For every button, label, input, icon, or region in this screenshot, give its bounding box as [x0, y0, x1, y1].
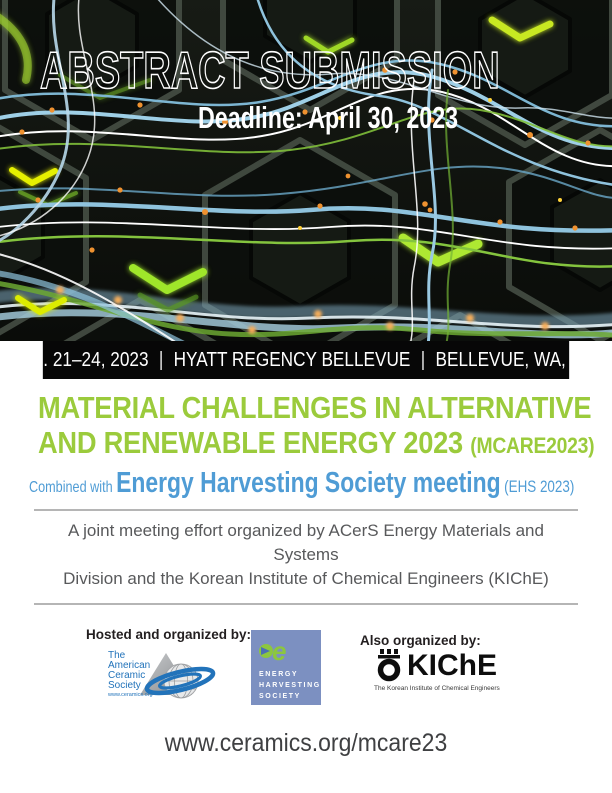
conference-acronym: (MCARE2023)	[470, 433, 595, 458]
event-date: AUG. 21–24, 2023	[6, 348, 149, 371]
ehs-text-line1: ENERGY	[259, 671, 299, 678]
hero-deadline: Deadline: April 30, 2023	[198, 99, 459, 135]
acers-logo	[106, 645, 228, 703]
combined-prefix: Combined with	[29, 479, 113, 496]
ehs-text-line3: SOCIETY	[259, 693, 301, 700]
acers-url: www.ceramics.org	[108, 692, 153, 698]
combined-meeting-line	[29, 466, 574, 505]
acers-name-line4: Society	[108, 680, 141, 691]
acers-name-line1: The	[108, 650, 126, 661]
also-organized-label: Also organized by:	[360, 633, 481, 648]
hero-banner	[0, 0, 612, 341]
combined-acronym: (EHS 2023)	[504, 477, 575, 496]
organizers-note-line2: Division and the Korean Institute of Chemical Engineers (KIChE)	[63, 569, 549, 588]
ehs-logo	[251, 630, 321, 705]
conference-title-line2	[38, 427, 594, 461]
organizers-note-line1: A joint meeting effort organized by ACerS Energy Materials and Systems	[68, 521, 544, 564]
kiche-logo	[374, 649, 499, 692]
hero-deadline-group	[198, 100, 458, 135]
acers-logo-graphic	[106, 645, 228, 703]
hero-background-graphic	[0, 0, 612, 341]
separator: |	[420, 348, 426, 371]
footer-url[interactable]: www.ceramics.org/mcare23	[164, 729, 448, 757]
event-info-bar	[6, 341, 606, 379]
kiche-name: KIChE	[407, 649, 497, 682]
acers-name-line2: American	[108, 660, 151, 671]
event-venue: HYATT REGENCY BELLEVUE	[173, 348, 411, 371]
kiche-flask-icon	[376, 649, 402, 683]
acers-name-line3: Ceramic	[108, 670, 146, 681]
kiche-caption: The Korean Institute of Chemical Engineers	[374, 685, 500, 692]
ehs-text-line2: HARVESTING	[259, 682, 321, 689]
hero-title: ABSTRACT SUBMISSION	[40, 41, 500, 100]
combined-title: Energy Harvesting Society meeting	[116, 467, 501, 499]
hosted-by-label: Hosted and organized by:	[86, 627, 252, 642]
ehs-mark-icon	[258, 636, 302, 666]
separator: |	[158, 348, 164, 371]
conference-title-line1: MATERIAL CHALLENGES IN ALTERNATIVE	[38, 390, 592, 425]
hero-title-group	[40, 41, 500, 99]
ehs-logo-text	[259, 669, 321, 702]
event-location: BELLEVUE, WA, USA	[435, 348, 606, 371]
conference-title-line2-text: AND RENEWABLE ENERGY 2023	[38, 425, 463, 460]
ehs-letter: e	[272, 636, 287, 666]
organizers-note	[34, 509, 578, 605]
